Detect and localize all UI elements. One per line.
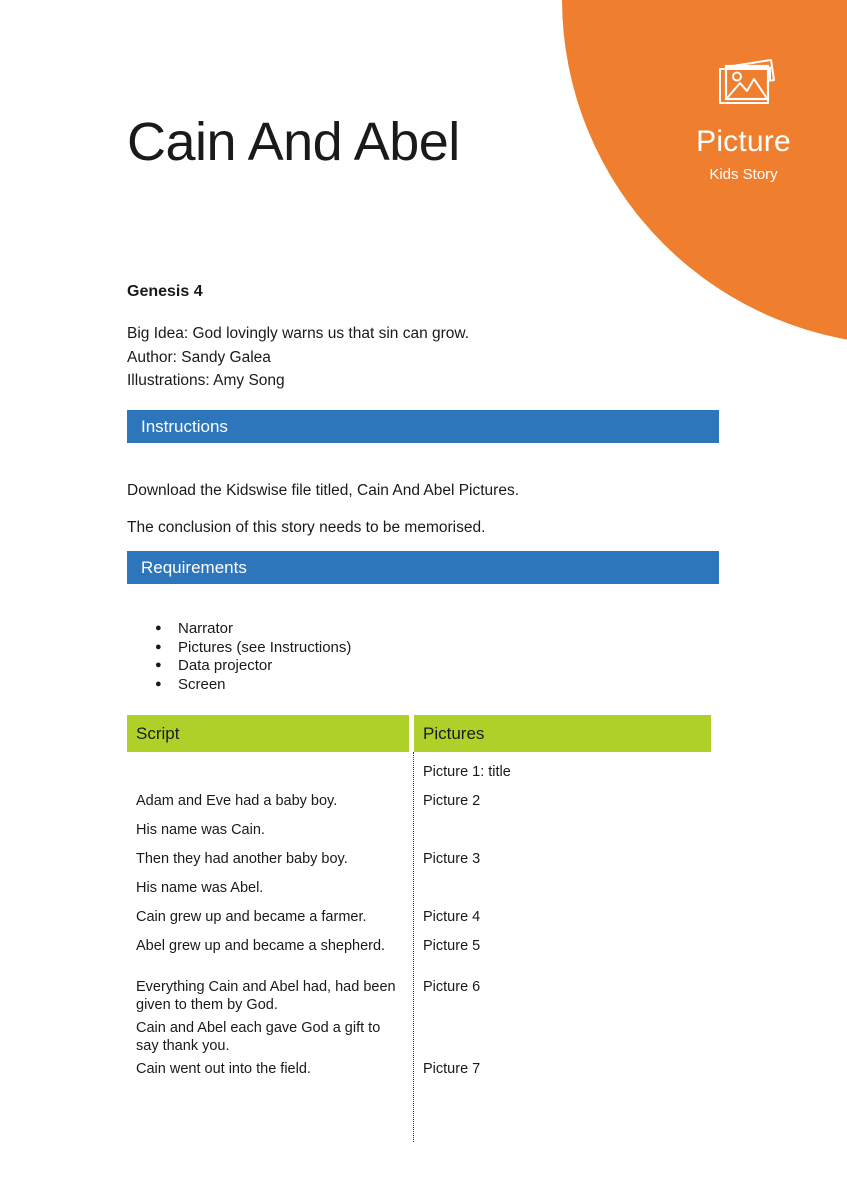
section-header-requirements	[127, 551, 719, 584]
table-cell-script: Then they had another baby boy.	[136, 851, 348, 867]
table-row	[127, 763, 711, 792]
table-row	[127, 1060, 711, 1089]
table-cell-picture: Picture 4	[423, 909, 481, 925]
table-header-pictures	[414, 715, 711, 752]
page-title: Cain And Abel	[127, 112, 460, 172]
table-row	[127, 1019, 711, 1060]
meta-illustrations: Illustrations: Amy Song	[127, 372, 285, 389]
table-cell-picture: Picture 2	[423, 793, 481, 809]
brand-title: Picture	[696, 125, 791, 158]
table-row	[127, 978, 711, 1019]
script-table	[127, 715, 711, 1113]
instructions-paragraph-2: The conclusion of this story needs to be memorised.	[127, 519, 486, 536]
table-row	[127, 937, 711, 978]
table-header-row	[127, 715, 711, 752]
table-cell-script: Cain and Abel each gave God a gift to say thank you.	[136, 1020, 381, 1054]
table-cell-picture: Picture 5	[423, 938, 481, 954]
meta-big-idea: Big Idea: God lovingly warns us that sin can grow.	[127, 325, 470, 342]
table-row	[127, 850, 711, 879]
picture-stack-icon	[711, 58, 777, 112]
list-item: ● Data projector	[155, 657, 351, 676]
section-header-requirements-label: Requirements	[141, 557, 247, 577]
table-row	[127, 908, 711, 937]
table-cell-picture: Picture 3	[423, 851, 481, 867]
table-header-script-label: Script	[136, 723, 180, 743]
list-item: ● Pictures (see Instructions)	[155, 639, 351, 658]
table-cell-script: Abel grew up and became a shepherd.	[136, 938, 386, 954]
brand-subtitle: Kids Story	[709, 165, 778, 183]
table-cell-script: Adam and Eve had a baby boy.	[136, 793, 338, 809]
table-cell-script: His name was Abel.	[136, 880, 264, 896]
bible-reference: Genesis 4	[127, 283, 203, 300]
table-cell-picture: Picture 1: title	[423, 764, 511, 780]
table-header-pictures-label: Pictures	[423, 723, 485, 743]
table-cell-picture: Picture 6	[423, 979, 481, 995]
table-row	[127, 792, 711, 821]
table-header-script	[127, 715, 409, 752]
table-row	[127, 821, 711, 850]
document-meta	[127, 322, 469, 393]
table-cell-script: Everything Cain and Abel had, had been given to them by God.	[136, 979, 396, 1013]
table-cell-picture: Picture 7	[423, 1061, 481, 1077]
section-header-instructions	[127, 410, 719, 443]
table-cell-script: Cain grew up and became a farmer.	[136, 909, 367, 925]
meta-author: Author: Sandy Galea	[127, 348, 271, 366]
table-cell-script: His name was Cain.	[136, 822, 265, 838]
table-cell-script: Cain went out into the field.	[136, 1061, 311, 1077]
table-row	[127, 879, 711, 908]
section-header-instructions-label: Instructions	[141, 416, 228, 436]
list-item: ● Screen	[155, 676, 351, 695]
instructions-paragraph-1: Download the Kidswise file titled, Cain And Abel Pictures.	[127, 482, 520, 499]
brand-block	[640, 58, 847, 184]
table-body	[127, 752, 711, 1113]
list-item: ● Narrator	[155, 620, 351, 639]
requirements-list	[155, 620, 351, 694]
